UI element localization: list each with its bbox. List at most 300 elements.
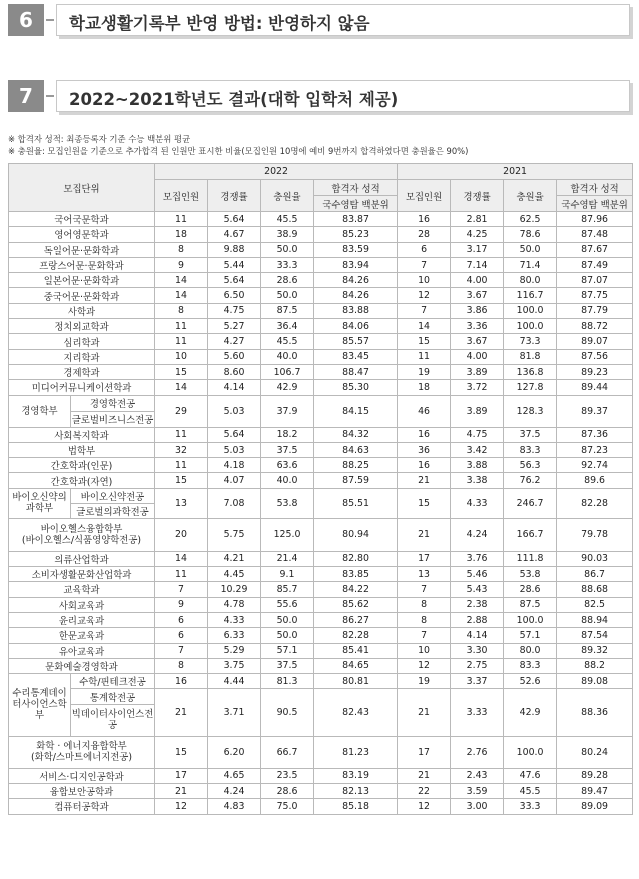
value-cell: 84.06 <box>314 319 398 334</box>
major-name: 수학/핀테크전공 <box>71 674 155 689</box>
value-cell: 100.0 <box>504 303 557 318</box>
value-cell: 10 <box>398 643 451 658</box>
value-cell: 16 <box>155 674 208 689</box>
table-row <box>9 442 633 457</box>
value-cell: 11 <box>155 427 208 442</box>
dept-name: 한문교육과 <box>9 628 155 643</box>
value-cell: 47.6 <box>504 768 557 783</box>
value-cell: 127.8 <box>504 380 557 395</box>
value-cell: 92.74 <box>557 458 633 473</box>
group-name: 수리통계데이터사이언스학부 <box>9 674 71 737</box>
value-cell: 14 <box>398 319 451 334</box>
value-cell: 4.65 <box>208 768 261 783</box>
value-cell: 2.88 <box>451 612 504 627</box>
value-cell: 21 <box>398 473 451 488</box>
dept-name: 문화예술경영학과 <box>9 658 155 673</box>
value-cell: 89.47 <box>557 784 633 799</box>
dept-name-line: (화학/스마트에너지전공) <box>30 752 133 764</box>
table-row <box>9 658 633 673</box>
connector-line <box>46 95 54 97</box>
table-row <box>9 628 633 643</box>
value-cell: 28.6 <box>504 582 557 597</box>
value-cell: 21 <box>398 689 451 736</box>
value-cell: 85.30 <box>314 380 398 395</box>
value-cell: 89.28 <box>557 768 633 783</box>
value-cell: 16 <box>398 427 451 442</box>
value-cell: 76.2 <box>504 473 557 488</box>
value-cell: 85.51 <box>314 488 398 518</box>
value-cell: 83.85 <box>314 567 398 582</box>
value-cell: 37.9 <box>261 395 314 427</box>
dept-name: 프랑스어문·문화학과 <box>9 257 155 272</box>
section-number: 6 <box>8 4 44 36</box>
value-cell: 3.89 <box>451 364 504 379</box>
value-cell: 28 <box>398 227 451 242</box>
table-row <box>9 319 633 334</box>
value-cell: 88.47 <box>314 364 398 379</box>
value-cell: 3.67 <box>451 288 504 303</box>
value-cell: 88.94 <box>557 612 633 627</box>
value-cell: 37.5 <box>504 427 557 442</box>
major-name: 통계학전공 <box>71 689 155 704</box>
value-cell: 14 <box>155 288 208 303</box>
header-score: 합격자 성적 <box>557 180 633 196</box>
value-cell: 12 <box>398 799 451 814</box>
dept-name: 간호학과(자연) <box>9 473 155 488</box>
table-row <box>9 257 633 272</box>
value-cell: 6.50 <box>208 288 261 303</box>
value-cell: 18 <box>155 227 208 242</box>
value-cell: 50.0 <box>261 242 314 257</box>
value-cell: 21 <box>155 689 208 736</box>
value-cell: 36 <box>398 442 451 457</box>
value-cell: 2.38 <box>451 597 504 612</box>
value-cell: 116.7 <box>504 288 557 303</box>
value-cell: 87.67 <box>557 242 633 257</box>
dept-name: 영어영문학과 <box>9 227 155 242</box>
value-cell: 85.18 <box>314 799 398 814</box>
value-cell: 3.30 <box>451 643 504 658</box>
value-cell: 3.67 <box>451 334 504 349</box>
value-cell: 5.03 <box>208 395 261 427</box>
table-row <box>9 227 633 242</box>
value-cell: 4.83 <box>208 799 261 814</box>
value-cell: 84.15 <box>314 395 398 427</box>
dept-name: 의류산업학과 <box>9 551 155 566</box>
dept-name: 간호학과(인문) <box>9 458 155 473</box>
value-cell: 100.0 <box>504 612 557 627</box>
value-cell: 11 <box>155 567 208 582</box>
header-score-sub: 국수영탐 백분위 <box>557 196 633 212</box>
value-cell: 36.4 <box>261 319 314 334</box>
value-cell: 87.5 <box>261 303 314 318</box>
header-quota: 모집인원 <box>155 180 208 212</box>
value-cell: 55.6 <box>261 597 314 612</box>
dept-name: 법학부 <box>9 442 155 457</box>
value-cell: 87.07 <box>557 273 633 288</box>
note-score: ※ 합격자 성적: 최종등록자 기준 수능 백분위 평균 <box>8 134 191 144</box>
dept-name <box>9 518 155 551</box>
table-row <box>9 768 633 783</box>
header-fill-rate: 충원율 <box>504 180 557 212</box>
value-cell: 14 <box>155 551 208 566</box>
value-cell: 17 <box>398 736 451 768</box>
value-cell: 84.26 <box>314 273 398 288</box>
value-cell: 87.49 <box>557 257 633 272</box>
value-cell: 90.03 <box>557 551 633 566</box>
value-cell: 17 <box>155 768 208 783</box>
value-cell: 3.88 <box>451 458 504 473</box>
value-cell: 32 <box>155 442 208 457</box>
dept-name: 정치외교학과 <box>9 319 155 334</box>
dept-name: 미디어커뮤니케이션학과 <box>9 380 155 395</box>
value-cell: 87.96 <box>557 212 633 227</box>
value-cell: 11 <box>398 349 451 364</box>
value-cell: 16 <box>398 458 451 473</box>
value-cell: 87.59 <box>314 473 398 488</box>
value-cell: 82.28 <box>314 628 398 643</box>
value-cell: 11 <box>155 458 208 473</box>
value-cell: 5.43 <box>451 582 504 597</box>
table-row <box>9 582 633 597</box>
dept-name: 사회교육과 <box>9 597 155 612</box>
value-cell: 84.63 <box>314 442 398 457</box>
value-cell: 106.7 <box>261 364 314 379</box>
value-cell: 88.25 <box>314 458 398 473</box>
value-cell: 50.0 <box>261 628 314 643</box>
value-cell: 4.00 <box>451 273 504 288</box>
value-cell: 2.76 <box>451 736 504 768</box>
section-title: 2022~2021학년도 결과(대학 입학처 제공) <box>69 90 399 109</box>
dept-name: 교육학과 <box>9 582 155 597</box>
table-row <box>9 364 633 379</box>
table-row <box>9 212 633 227</box>
value-cell: 9.88 <box>208 242 261 257</box>
value-cell: 82.80 <box>314 551 398 566</box>
value-cell: 87.23 <box>557 442 633 457</box>
value-cell: 4.44 <box>208 674 261 689</box>
value-cell: 82.5 <box>557 597 633 612</box>
value-cell: 11 <box>155 212 208 227</box>
table-body <box>9 212 633 815</box>
value-cell: 4.78 <box>208 597 261 612</box>
value-cell: 87.79 <box>557 303 633 318</box>
table-row <box>9 736 633 768</box>
dept-name: 지리학과 <box>9 349 155 364</box>
value-cell: 22 <box>398 784 451 799</box>
value-cell: 52.6 <box>504 674 557 689</box>
value-cell: 12 <box>398 288 451 303</box>
value-cell: 83.3 <box>504 442 557 457</box>
value-cell: 66.7 <box>261 736 314 768</box>
value-cell: 56.3 <box>504 458 557 473</box>
value-cell: 4.21 <box>208 551 261 566</box>
value-cell: 78.6 <box>504 227 557 242</box>
value-cell: 83.87 <box>314 212 398 227</box>
value-cell: 3.00 <box>451 799 504 814</box>
value-cell: 88.72 <box>557 319 633 334</box>
value-cell: 19 <box>398 674 451 689</box>
value-cell: 84.65 <box>314 658 398 673</box>
dept-name: 사회복지학과 <box>9 427 155 442</box>
value-cell: 80.81 <box>314 674 398 689</box>
section-title: 학교생활기록부 반영 방법: 반영하지 않음 <box>69 14 370 33</box>
section-number: 7 <box>8 80 44 112</box>
value-cell: 9 <box>155 597 208 612</box>
table-row <box>9 303 633 318</box>
dept-name: 소비자생활문화산업학과 <box>9 567 155 582</box>
value-cell: 2.75 <box>451 658 504 673</box>
value-cell: 128.3 <box>504 395 557 427</box>
table-row <box>9 643 633 658</box>
value-cell: 84.22 <box>314 582 398 597</box>
header-competition: 경쟁률 <box>208 180 261 212</box>
value-cell: 80.24 <box>557 736 633 768</box>
value-cell: 88.36 <box>557 689 633 736</box>
value-cell: 16 <box>398 212 451 227</box>
table-row <box>9 380 633 395</box>
value-cell: 11 <box>155 319 208 334</box>
value-cell: 89.08 <box>557 674 633 689</box>
value-cell: 5.29 <box>208 643 261 658</box>
table-row <box>9 395 633 411</box>
value-cell: 89.07 <box>557 334 633 349</box>
value-cell: 85.7 <box>261 582 314 597</box>
value-cell: 62.5 <box>504 212 557 227</box>
value-cell: 100.0 <box>504 319 557 334</box>
value-cell: 7 <box>398 257 451 272</box>
value-cell: 4.14 <box>208 380 261 395</box>
value-cell: 3.89 <box>451 395 504 427</box>
value-cell: 15 <box>398 488 451 518</box>
value-cell: 4.24 <box>451 518 504 551</box>
value-cell: 50.0 <box>261 612 314 627</box>
dept-name-line: 바이오헬스융합학부 <box>40 523 123 535</box>
value-cell: 10 <box>155 349 208 364</box>
table-row <box>9 551 633 566</box>
value-cell: 83.3 <box>504 658 557 673</box>
value-cell: 89.23 <box>557 364 633 379</box>
value-cell: 5.64 <box>208 212 261 227</box>
dept-name: 일본어문·문화학과 <box>9 273 155 288</box>
value-cell: 3.59 <box>451 784 504 799</box>
value-cell: 8 <box>155 303 208 318</box>
header-year-2022: 2022 <box>155 164 398 180</box>
value-cell: 75.0 <box>261 799 314 814</box>
value-cell: 13 <box>155 488 208 518</box>
value-cell: 9.1 <box>261 567 314 582</box>
value-cell: 42.9 <box>261 380 314 395</box>
value-cell: 71.4 <box>504 257 557 272</box>
table-row <box>9 612 633 627</box>
value-cell: 4.25 <box>451 227 504 242</box>
major-name: 빅데이터사이언스전공 <box>71 704 155 736</box>
table-row <box>9 689 633 704</box>
value-cell: 7 <box>398 582 451 597</box>
dept-name: 서비스·디지인공학과 <box>9 768 155 783</box>
title-box <box>56 4 630 36</box>
value-cell: 21 <box>398 768 451 783</box>
value-cell: 80.0 <box>504 273 557 288</box>
value-cell: 83.88 <box>314 303 398 318</box>
value-cell: 7 <box>155 643 208 658</box>
dept-name: 국어국문학과 <box>9 212 155 227</box>
value-cell: 28.6 <box>261 784 314 799</box>
header-year-2021: 2021 <box>398 164 633 180</box>
value-cell: 21.4 <box>261 551 314 566</box>
results-table <box>8 163 633 815</box>
dept-name-line: 화학 · 에너지융합학부 <box>36 741 127 753</box>
value-cell: 6 <box>155 612 208 627</box>
value-cell: 3.75 <box>208 658 261 673</box>
value-cell: 81.3 <box>261 674 314 689</box>
value-cell: 3.33 <box>451 689 504 736</box>
value-cell: 83.19 <box>314 768 398 783</box>
value-cell: 80.0 <box>504 643 557 658</box>
value-cell: 12 <box>398 658 451 673</box>
value-cell: 6.20 <box>208 736 261 768</box>
value-cell: 3.36 <box>451 319 504 334</box>
value-cell: 15 <box>155 473 208 488</box>
value-cell: 246.7 <box>504 488 557 518</box>
value-cell: 10 <box>398 273 451 288</box>
value-cell: 4.27 <box>208 334 261 349</box>
value-cell: 19 <box>398 364 451 379</box>
dept-name: 사학과 <box>9 303 155 318</box>
value-cell: 87.48 <box>557 227 633 242</box>
value-cell: 37.5 <box>261 442 314 457</box>
value-cell: 4.14 <box>451 628 504 643</box>
value-cell: 50.0 <box>504 242 557 257</box>
value-cell: 4.67 <box>208 227 261 242</box>
value-cell: 17 <box>398 551 451 566</box>
table-row <box>9 784 633 799</box>
value-cell: 89.6 <box>557 473 633 488</box>
value-cell: 45.5 <box>261 212 314 227</box>
dept-name <box>9 736 155 768</box>
value-cell: 111.8 <box>504 551 557 566</box>
value-cell: 5.44 <box>208 257 261 272</box>
value-cell: 45.5 <box>504 784 557 799</box>
value-cell: 12 <box>155 799 208 814</box>
value-cell: 46 <box>398 395 451 427</box>
table-row <box>9 518 633 551</box>
value-cell: 40.0 <box>261 349 314 364</box>
table-row <box>9 799 633 814</box>
value-cell: 7.08 <box>208 488 261 518</box>
value-cell: 80.94 <box>314 518 398 551</box>
value-cell: 6 <box>155 628 208 643</box>
value-cell: 37.5 <box>261 658 314 673</box>
section-7-header <box>8 80 636 112</box>
value-cell: 2.81 <box>451 212 504 227</box>
value-cell: 3.42 <box>451 442 504 457</box>
major-name: 경영학전공 <box>71 395 155 411</box>
value-cell: 88.68 <box>557 582 633 597</box>
value-cell: 84.32 <box>314 427 398 442</box>
dept-name: 중국어문·문화학과 <box>9 288 155 303</box>
value-cell: 87.5 <box>504 597 557 612</box>
value-cell: 20 <box>155 518 208 551</box>
section-6-header <box>8 4 636 36</box>
value-cell: 4.75 <box>451 427 504 442</box>
value-cell: 23.5 <box>261 768 314 783</box>
value-cell: 85.57 <box>314 334 398 349</box>
major-name: 글로벌의과학전공 <box>71 503 155 518</box>
value-cell: 50.0 <box>261 288 314 303</box>
header-competition: 경쟁률 <box>451 180 504 212</box>
header-score: 합격자 성적 <box>314 180 398 196</box>
value-cell: 38.9 <box>261 227 314 242</box>
value-cell: 10.29 <box>208 582 261 597</box>
dept-name: 심리학과 <box>9 334 155 349</box>
value-cell: 4.45 <box>208 567 261 582</box>
header-fill-rate: 충원율 <box>261 180 314 212</box>
value-cell: 57.1 <box>504 628 557 643</box>
value-cell: 81.8 <box>504 349 557 364</box>
value-cell: 88.2 <box>557 658 633 673</box>
dept-name: 융합보안공학과 <box>9 784 155 799</box>
value-cell: 28.6 <box>261 273 314 288</box>
value-cell: 5.64 <box>208 273 261 288</box>
value-cell: 2.43 <box>451 768 504 783</box>
header-score-sub: 국수영탐 백분위 <box>314 196 398 212</box>
value-cell: 83.59 <box>314 242 398 257</box>
value-cell: 4.07 <box>208 473 261 488</box>
value-cell: 63.6 <box>261 458 314 473</box>
table-row <box>9 273 633 288</box>
dept-name: 컴퓨터공학과 <box>9 799 155 814</box>
value-cell: 87.56 <box>557 349 633 364</box>
value-cell: 5.03 <box>208 442 261 457</box>
table-row <box>9 567 633 582</box>
table-row <box>9 473 633 488</box>
value-cell: 4.18 <box>208 458 261 473</box>
value-cell: 3.72 <box>451 380 504 395</box>
value-cell: 14 <box>155 380 208 395</box>
major-name: 바이오신약전공 <box>71 488 155 503</box>
value-cell: 8 <box>155 658 208 673</box>
value-cell: 89.37 <box>557 395 633 427</box>
value-cell: 85.62 <box>314 597 398 612</box>
value-cell: 86.27 <box>314 612 398 627</box>
value-cell: 40.0 <box>261 473 314 488</box>
value-cell: 6.33 <box>208 628 261 643</box>
dept-name: 독일어문·문화학과 <box>9 242 155 257</box>
value-cell: 8 <box>398 612 451 627</box>
value-cell: 3.71 <box>208 689 261 736</box>
value-cell: 125.0 <box>261 518 314 551</box>
value-cell: 82.13 <box>314 784 398 799</box>
dept-name-line: (바이오헬스/식품영양학전공) <box>21 534 142 546</box>
value-cell: 90.5 <box>261 689 314 736</box>
table-row <box>9 674 633 689</box>
value-cell: 5.60 <box>208 349 261 364</box>
table-row <box>9 427 633 442</box>
value-cell: 29 <box>155 395 208 427</box>
value-cell: 7 <box>398 303 451 318</box>
value-cell: 4.00 <box>451 349 504 364</box>
value-cell: 89.32 <box>557 643 633 658</box>
value-cell: 42.9 <box>504 689 557 736</box>
value-cell: 3.38 <box>451 473 504 488</box>
value-cell: 73.3 <box>504 334 557 349</box>
value-cell: 6 <box>398 242 451 257</box>
table-row <box>9 288 633 303</box>
table-row <box>9 334 633 349</box>
value-cell: 7.14 <box>451 257 504 272</box>
value-cell: 3.76 <box>451 551 504 566</box>
